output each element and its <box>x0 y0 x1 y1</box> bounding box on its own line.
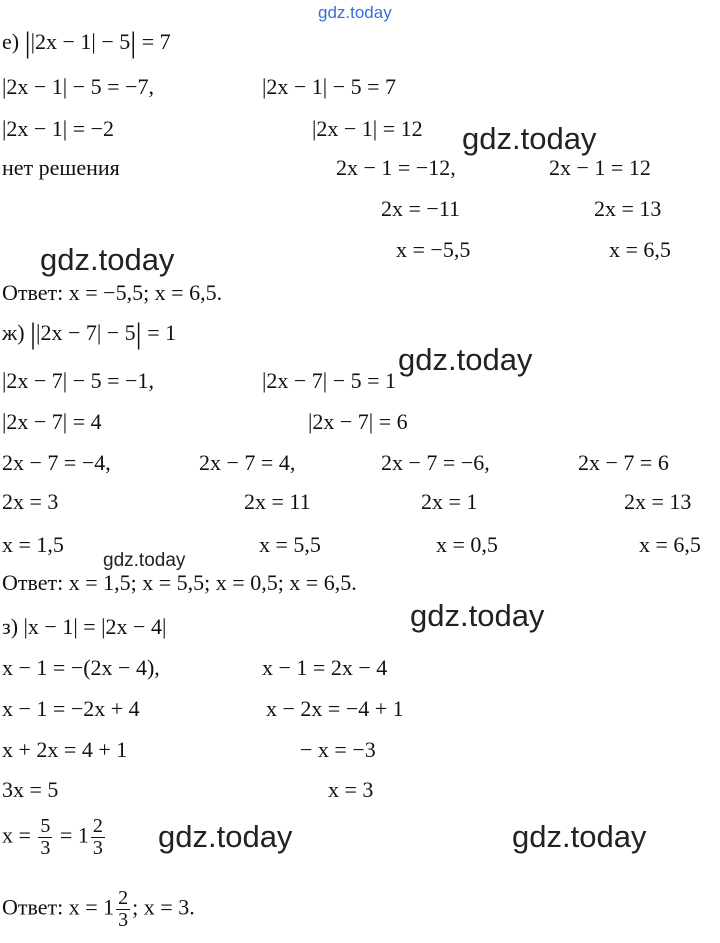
solution-line: |2x − 7| − 5 = 1 <box>262 368 397 393</box>
watermark: gdz.today <box>158 819 293 854</box>
part-label: е) <box>2 29 20 54</box>
solution-line: |2x − 1| − 5 = 7 <box>262 74 397 99</box>
solution-line: 2x − 7 = −6, <box>381 450 490 475</box>
answer-prefix: Ответ: x = 1 <box>2 894 115 920</box>
watermark-top: gdz.today <box>318 3 392 22</box>
solution-line: 2x − 7 = 6 <box>578 450 669 475</box>
watermark: gdz.today <box>40 242 175 277</box>
solution-line: 2x = 3 <box>2 489 59 514</box>
equation-rhs: = 7 <box>141 29 171 54</box>
equation-lhs: |2x − 1| − 5 <box>30 29 131 54</box>
solution-line: x = 5,5 <box>259 532 321 557</box>
fraction-eq: = 1 <box>59 822 89 848</box>
fraction-denominator: 3 <box>40 837 51 859</box>
solution-line: |2x − 7| − 5 = −1, <box>2 368 154 393</box>
fraction-numerator: 2 <box>118 887 129 909</box>
abs-bar: | <box>130 26 137 59</box>
solution-line: x − 2x = −4 + 1 <box>266 696 404 721</box>
solution-line: x = 1,5 <box>2 532 64 557</box>
solution-line: |2x − 1| = 12 <box>312 116 423 141</box>
equation-lhs: |2x − 7| − 5 <box>36 320 136 345</box>
answer-line: Ответ: x = 1,5; x = 5,5; x = 0,5; x = 6,5. <box>2 570 357 595</box>
fraction-denominator: 3 <box>118 909 129 931</box>
abs-bar: | <box>135 317 142 350</box>
equation-text: |x − 1| = |2x − 4| <box>23 614 167 639</box>
abs-bar: | <box>30 317 37 350</box>
part-label: ж) <box>2 320 25 345</box>
answer-suffix: ; x = 3. <box>132 894 195 920</box>
solution-line: x = −5,5 <box>396 237 471 262</box>
part-z-equation <box>2 616 166 638</box>
solution-line: |2x − 7| = 6 <box>308 409 408 434</box>
answer-line <box>2 888 195 931</box>
watermark: gdz.today <box>398 342 533 377</box>
fraction-lhs: x = <box>2 822 31 848</box>
answer-fraction <box>116 888 130 931</box>
solution-line: x = 6,5 <box>609 237 671 262</box>
solution-line: x − 1 = −2x + 4 <box>2 696 140 721</box>
solution-line: 2x − 7 = −4, <box>2 450 111 475</box>
solution-line: x = 6,5 <box>639 532 701 557</box>
solution-line: 3x = 5 <box>2 777 59 802</box>
abs-bar: | <box>24 26 31 59</box>
mixed-fraction <box>91 816 105 859</box>
part-e-equation <box>2 26 171 59</box>
part-label: з) <box>2 614 19 639</box>
solution-line: |2x − 1| − 5 = −7, <box>2 74 154 99</box>
solution-line: |2x − 7| = 4 <box>2 409 102 434</box>
solution-line: 2x = 13 <box>624 489 692 514</box>
solution-line: 2x − 7 = 4, <box>199 450 296 475</box>
watermark: gdz.today <box>103 550 186 571</box>
part-zh-equation <box>2 317 177 350</box>
equation-rhs: = 1 <box>147 320 177 345</box>
watermark: gdz.today <box>410 598 545 633</box>
fraction-denominator: 3 <box>92 837 103 859</box>
solution-line: x = 3 <box>328 777 374 802</box>
answer-line: Ответ: x = −5,5; x = 6,5. <box>2 280 223 305</box>
solution-line: |2x − 1| = −2 <box>2 116 115 141</box>
solution-line: 2x = 11 <box>244 489 311 514</box>
watermark: gdz.today <box>462 121 597 156</box>
solution-line: 2x = −11 <box>381 196 460 221</box>
solution-line: 2x − 1 = −12, <box>336 155 456 180</box>
solution-line: 2x = 13 <box>594 196 662 221</box>
solution-line: x − 1 = −(2x − 4), <box>2 655 160 680</box>
solution-line: − x = −3 <box>300 737 376 762</box>
solution-line: 2x = 1 <box>421 489 478 514</box>
fraction-numerator: 2 <box>92 815 103 837</box>
fraction-numerator: 5 <box>40 815 51 837</box>
fraction-line <box>2 816 107 859</box>
fraction <box>38 816 52 859</box>
solution-line: x − 1 = 2x − 4 <box>262 655 388 680</box>
solution-line: x = 0,5 <box>436 532 498 557</box>
watermark: gdz.today <box>512 819 647 854</box>
solution-line: x + 2x = 4 + 1 <box>2 737 128 762</box>
solution-line: нет решения <box>2 155 120 180</box>
solution-line: 2x − 1 = 12 <box>549 155 651 180</box>
